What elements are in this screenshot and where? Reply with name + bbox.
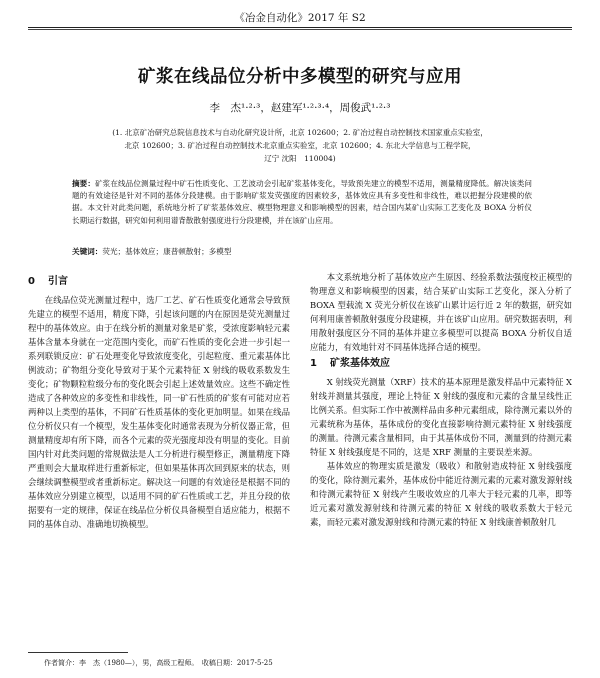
section-number: 0: [28, 276, 35, 287]
affiliation-line: 辽宁 沈阳 110004): [264, 154, 336, 163]
abstract-text: 矿浆在线品位测量过程中矿石性质变化、工艺波动会引起矿浆基体变化，导致预先建立的模型不适用，测量精度降低。解决该类问题的有效途径是针对不同的基体分段建模。由于影响矿浆发荧强度的因素较多，基体效应具有多变性和非线性，难以把握分段建模的依据。本文针对此类问题，系统地分析了矿浆基体效应、模型物理意义和影响模型的因素，结合国内某矿山实际工艺变化及 BOXA 分析仪长期运行数据，研究如何利用谱背散散射强度进行分段建模，并在该矿山应用。: [72, 179, 533, 225]
abstract-label: 摘要：: [72, 179, 96, 188]
header-rule: [28, 27, 572, 28]
section-number: 1: [310, 358, 317, 369]
body-paragraph: X 射线荧光测量（XRF）技术的基本原理是激发样品中元素特征 X 射线并测量其强度，理论上特征 X 射线的强度和元素的含量呈线性正比例关系。但实际工作中被测样品由多种元素组成，除待测元素以外的元素统称为基体，基体成份的变化直接影响待测元素特征 X 射线强度的测量。待测元素含量相同，由于其基体成份不同，测量到的待测元素特征 X 射线强度是不同的，这是 XRF 测量的主要误差来源。: [310, 377, 572, 457]
keywords: [72, 246, 532, 258]
running-header: 《冶金自动化》2017 年 S2: [234, 12, 366, 24]
section-title: 矿浆基体效应: [330, 358, 390, 369]
author-line: 李 杰¹·²·³，赵建军¹·²·³·⁴，周俊武¹·²·³: [209, 102, 391, 114]
body-paragraph: 基体效应的物理实质是激发（吸收）和散射造成特征 X 射线强度的变化，除待测元素外，基体成份中能近待测元素的元素对激发源射线和待测元素特征 X 射线产生吸收效应的几率大于轻元素的几率，即等近元素对激发源射线和待测元素的特征 X 射线的吸收系数大于轻元素，而轻元素对激发源射线和待测元素的特征 X 射线康普顿散射几: [310, 461, 572, 527]
keywords-text: 荧光；基体效应；康普顿散射；多模型: [102, 247, 232, 256]
right-column: [310, 270, 572, 529]
footnote: 作者简介：李 杰（1980—），男，高级工程师。 收稿日期：2017-5-25: [44, 659, 273, 667]
affiliation-line: (1. 北京矿冶研究总院信息技术与自动化研究设计所，北京 102600；2. 矿冶过程自动控制技术国家重点实验室，: [112, 128, 488, 137]
header-rule-thin: [28, 29, 572, 30]
section-heading: [310, 357, 572, 371]
section-title: 引言: [48, 276, 68, 287]
left-column: [28, 275, 290, 531]
affiliation-line: 北京 102600；3. 矿冶过程自动控制技术北京重点实验室，北京 102600；4. 东北大学信息与工程学院，: [124, 141, 476, 150]
body-paragraph: 本文系统地分析了基体效应产生原因、经验系数法强度校正模型的物理意义和影响模型的因素，结合某矿山实际工艺变化，深入分析了 BOXA 型载流 X 荧光分析仪在该矿山累计运行近 2 年的数据，研究如何利用康普顿散射强度分段建模，并在该矿山应用。研究数据表明，利用散射强度区分不同的基体并建立多模型可以提高 BOXA 分析仪自适应能力，有效地针对不同基体选择合适的模型。: [310, 272, 572, 352]
paper-title: 矿浆在线品位分析中多模型的研究与应用: [138, 67, 462, 87]
section-heading: [28, 275, 290, 289]
footnote-rule: [28, 652, 128, 653]
abstract: [72, 178, 532, 227]
affiliations: [46, 126, 554, 165]
keywords-label: 关键词：: [72, 247, 103, 256]
body-paragraph: 在线品位荧光测量过程中，选厂工艺、矿石性质变化通常会导致预先建立的模型不适用，精度下降，引起该问题的内在原因是荧光测量过程中的基体效应。由于在线分析的测量对象是矿浆，受浓度影响轻元素基体含量本身就在一定范围内变化，而矿石性质的变化会进一步引起一系列联锁反应：矿石处理变化导致浓度变化，引起粒度、重元素基体比例波动；矿物组分变化导致对于某个元素特征 X 射线的吸收系数发生变化；矿物颗粒粒级分布的变化既会引起上述效量效应。这些不确定性造成了各种效应的多变性和非线性，同一矿石性质的矿浆有可能对应若两种以上类型的基体，不同矿石性质基体的变化更加明显。如果在线品位分析仪只有一个模型，发生基体变化时通常表现为分析仪器正常，但测量精度却有所下降，而各个元素的荧光强度却没有明显的变化。目前国内针对此类问题的常规做法是人工分析进行模型修正，测量精度下降严重则会大量取样进行重新标定，但如果基体再次回到原来的状态，则会继续调整模型或者重新标定。解决这一问题的有效途径是根据不同的基体效应分别建立模型，以适用不同的矿石性质或工艺，并且分段的依据要有一定的规律，保证在线品位分析仪具备模型自适应能力，根据不同的基体自动、准确地切换模型。: [28, 295, 290, 529]
